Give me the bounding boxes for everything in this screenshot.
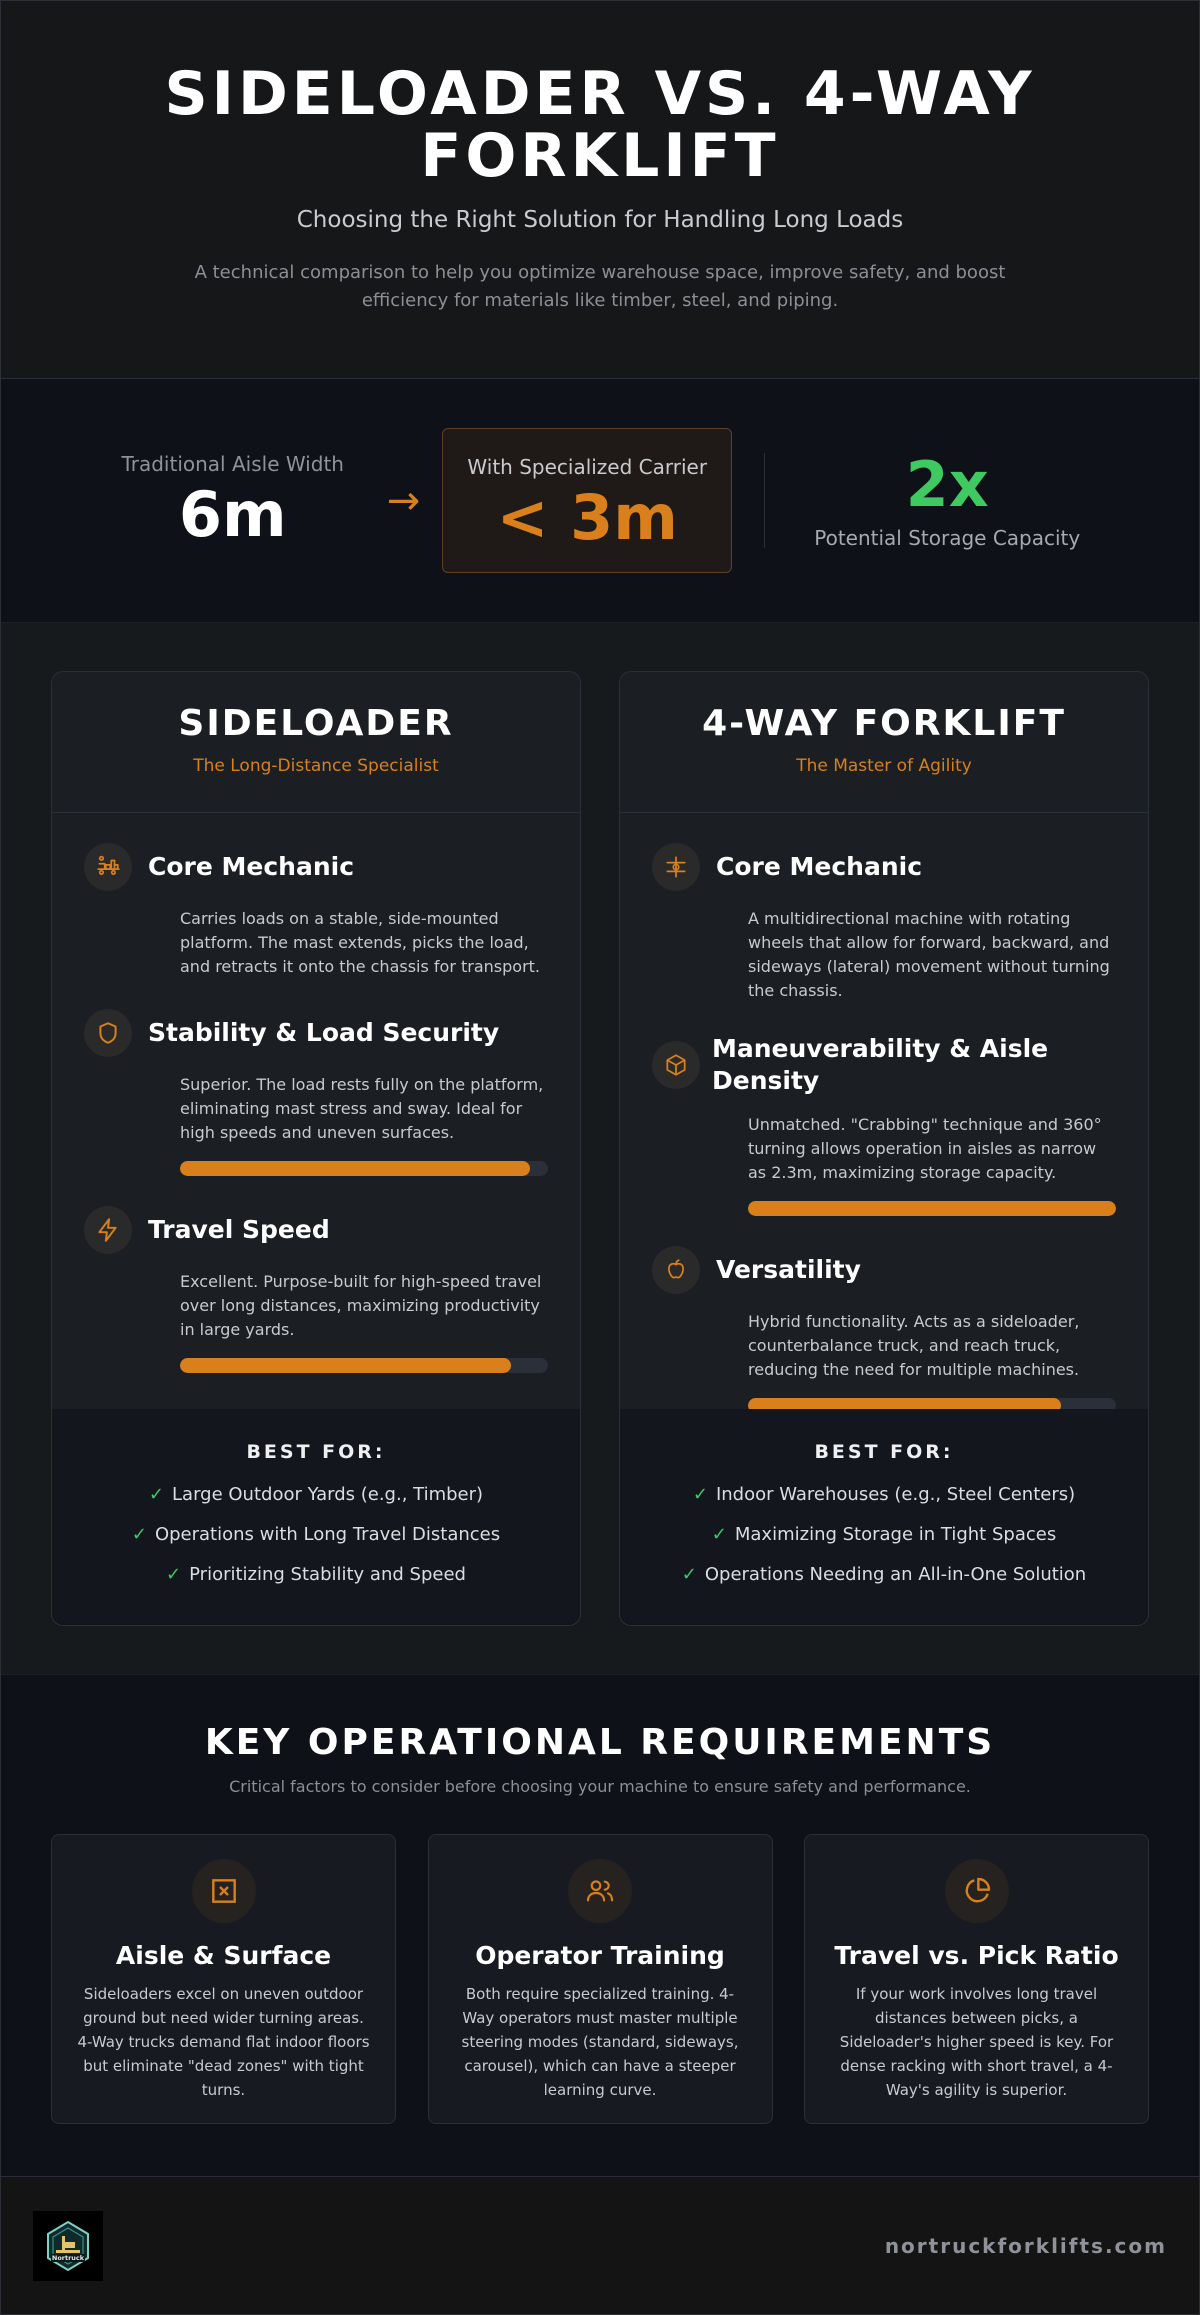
four-way-forklift-card: [619, 671, 1149, 1626]
stat-capacity: [797, 447, 1097, 550]
feature-versatility: [652, 1246, 1116, 1413]
check-icon: ✓: [681, 1564, 697, 1585]
stat-traditional: [103, 452, 363, 550]
requirement-card: [51, 1834, 396, 2124]
feature-text: Carries loads on a stable, side-mounted platform. The mast extends, picks the load, and retracts it onto the chassis for transport.: [180, 909, 541, 976]
feature-title: Maneuverability & Aisle Density: [712, 1034, 1049, 1095]
best-for-title: BEST FOR:: [246, 1441, 386, 1463]
best-for-item: ✓ Large Outdoor Yards (e.g., Timber): [148, 1484, 484, 1505]
requirement-card: [804, 1834, 1149, 2124]
requirement-text: Sideloaders excel on uneven outdoor ground but need wider turning areas. 4-Way trucks demand flat indoor floors but eliminate "dead zones" with tight turns.: [77, 1985, 370, 2099]
feature-text: Hybrid functionality. Acts as a sideloader, counterbalance truck, and reach truck, reducing the need for multiple machines.: [748, 1312, 1080, 1379]
check-icon: ✓: [131, 1524, 147, 1545]
svg-text:Nortruck: Nortruck: [51, 2253, 85, 2262]
page-subtitle: Choosing the Right Solution for Handling Long Loads: [296, 207, 904, 233]
requirement-title: Aisle & Surface: [115, 1941, 332, 1970]
steering-icon: [652, 843, 700, 891]
square-x-icon: [192, 1859, 256, 1923]
footer: [1, 2177, 1199, 2314]
card-header: [52, 672, 580, 813]
rating-bar: [180, 1161, 548, 1176]
check-icon: ✓: [148, 1484, 165, 1505]
feature-title: Core Mechanic: [148, 852, 355, 881]
cube-icon: [652, 1041, 700, 1089]
best-for-item: ✓ Operations Needing an All-in-One Solution: [681, 1564, 1087, 1585]
rating-bar: [180, 1358, 548, 1373]
stats-band: [1, 379, 1199, 623]
stat-specialized: [442, 428, 732, 573]
shield-icon: [84, 1009, 132, 1057]
pie-chart-icon: [945, 1859, 1009, 1923]
best-for-item: ✓ Prioritizing Stability and Speed: [166, 1564, 466, 1585]
feature-text: A multidirectional machine with rotating wheels that allow for forward, backward, and sideways (lateral) movement without turning the chassis.: [748, 909, 1110, 1000]
card-header: [620, 672, 1148, 813]
best-for-panel: [52, 1409, 580, 1625]
check-icon: ✓: [711, 1524, 727, 1545]
requirement-title: Travel vs. Pick Ratio: [834, 1941, 1119, 1970]
requirement-title: Operator Training: [475, 1941, 725, 1970]
rating-bar-fill: [180, 1161, 530, 1176]
best-for-item: ✓ Operations with Long Travel Distances: [131, 1524, 501, 1545]
header: [1, 1, 1199, 379]
best-for-item: ✓ Maximizing Storage in Tight Spaces: [711, 1524, 1057, 1545]
check-icon: ✓: [692, 1484, 708, 1505]
feature-stability: [84, 1009, 548, 1176]
rating-bar: [748, 1201, 1116, 1216]
feature-title: Versatility: [716, 1255, 861, 1284]
requirement-card: [428, 1834, 773, 2124]
requirements-subtitle: Critical factors to consider before choosing your machine to ensure safety and performance.: [229, 1777, 971, 1796]
feature-core-mechanic: [652, 843, 1116, 1003]
requirements-list: [1, 1834, 1199, 2124]
arrow-right-icon: →: [386, 477, 421, 524]
apple-icon: [652, 1246, 700, 1294]
stat-specialized-label: With Specialized Carrier: [467, 455, 708, 479]
feature-text: Superior. The load rests fully on the platform, eliminating mast stress and sway. Ideal for high speeds and uneven surfaces.: [180, 1075, 544, 1142]
best-for-panel: [620, 1409, 1148, 1625]
feature-text: Excellent. Purpose-built for high-speed travel over long distances, maximizing productivity in large yards.: [180, 1272, 542, 1339]
feature-list: [52, 813, 580, 1409]
page-title: SIDELOADER VS. 4-WAY FORKLIFT: [164, 59, 1036, 191]
stat-traditional-value: 6m: [178, 477, 287, 551]
feature-travel-speed: [84, 1206, 548, 1373]
stat-capacity-value: 2x: [905, 447, 989, 521]
feature-title: Stability & Load Security: [148, 1018, 500, 1047]
requirements-title: KEY OPERATIONAL REQUIREMENTS: [204, 1722, 996, 1763]
feature-core-mechanic: [84, 843, 548, 979]
rating-bar-fill: [180, 1358, 511, 1373]
feature-text: Unmatched. "Crabbing" technique and 360° turning allows operation in aisles as narrow as 2.3m, maximizing storage capacity.: [748, 1115, 1102, 1182]
check-icon: ✓: [166, 1564, 182, 1585]
feature-maneuverability: [652, 1033, 1116, 1216]
forklift-icon: [84, 843, 132, 891]
requirement-text: Both require specialized training. 4-Way operators must master multiple steering modes (standard, sideways, carousel), which can have a steeper learning curve.: [461, 1985, 739, 2099]
best-for-title: BEST FOR:: [814, 1441, 954, 1463]
card-title: SIDELOADER: [178, 703, 454, 744]
company-logo[interactable]: [33, 2211, 103, 2281]
feature-title: Core Mechanic: [716, 852, 923, 881]
best-for-item: ✓ Indoor Warehouses (e.g., Steel Centers): [692, 1484, 1076, 1505]
stat-capacity-label: Potential Storage Capacity: [814, 525, 1081, 550]
lightning-icon: [84, 1206, 132, 1254]
feature-list: [620, 813, 1148, 1409]
users-icon: [568, 1859, 632, 1923]
requirements-section: [1, 1675, 1199, 2177]
rating-bar-fill: [748, 1201, 1116, 1216]
page-description: A technical comparison to help you optimize warehouse space, improve safety, and boost efficiency for materials like timber, steel, and piping.: [194, 262, 1006, 311]
requirement-text: If your work involves long travel distances between picks, a Sideloader's higher speed is key. For dense racking with short travel, a 4-Way's agility is superior.: [839, 1985, 1114, 2099]
card-tagline: The Long-Distance Specialist: [193, 756, 439, 776]
sideloader-card: [51, 671, 581, 1626]
stat-divider: [764, 453, 765, 548]
stat-traditional-label: Traditional Aisle Width: [121, 451, 344, 476]
card-title: 4-WAY FORKLIFT: [702, 703, 1066, 744]
stat-specialized-value: < 3m: [496, 481, 678, 554]
card-tagline: The Master of Agility: [796, 756, 972, 776]
feature-title: Travel Speed: [148, 1215, 330, 1244]
comparison-section: [1, 623, 1199, 1675]
website-link[interactable]: nortruckforklifts.com: [884, 2233, 1167, 2258]
